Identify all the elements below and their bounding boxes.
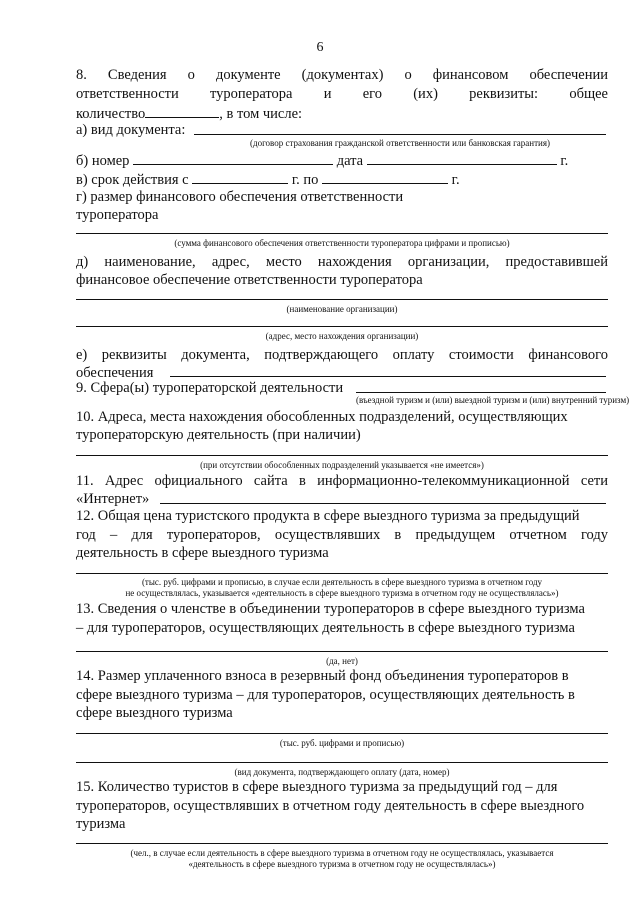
s12-line-2: год – для туроператоров, осуществлявших в предыдущем отчетном году xyxy=(76,527,608,543)
s8-b-label: б) номер xyxy=(76,153,130,169)
s8-g-field[interactable] xyxy=(76,233,608,234)
s8-e-field[interactable] xyxy=(170,376,606,377)
s12-field[interactable] xyxy=(76,573,608,574)
s8-v-to: г. по xyxy=(291,172,319,188)
s15-caption-1: (чел., в случае если деятельность в сфере выездного туризма в отчетном году не осуществлялась, указывается xyxy=(130,848,554,858)
s13-line-2: – для туроператоров, осуществляющих деятельность в сфере выездного туризма xyxy=(76,620,575,636)
s8-b-date-label: дата xyxy=(336,153,364,169)
s8-g-caption: (сумма финансового обеспечения ответственности туроператора цифрами и прописью) xyxy=(174,238,510,248)
s8-d-org-field[interactable] xyxy=(76,299,608,300)
s8-valid-from-field[interactable] xyxy=(192,171,288,184)
s14-line-1: 14. Размер уплаченного взноса в резервный фонд объединения туроператоров в xyxy=(76,668,569,684)
s8-valid-to-field[interactable] xyxy=(322,171,448,184)
s8-count-line xyxy=(76,105,608,123)
s14-document-field[interactable] xyxy=(76,762,608,763)
s9-caption: (въездной туризм и (или) выездной туризм и (или) внутренний туризм) xyxy=(356,395,630,405)
s8-d-caption-1: (наименование организации) xyxy=(286,304,398,314)
s12-caption-1: (тыс. руб. цифрами и прописью, в случае если деятельность в сфере выездного туризма в отчетном году xyxy=(141,577,543,587)
s8-v-year: г. xyxy=(451,172,460,188)
s15-line-1: 15. Количество туристов в сфере выездного туризма за предыдущий год – для xyxy=(76,779,558,795)
s8-a-line xyxy=(76,122,608,139)
s8-line-2: ответственности туроператора и его (их) реквизиты: общее xyxy=(76,86,608,102)
s8-a-field[interactable] xyxy=(194,134,606,135)
s14-line-2: сфере выездного туризма – для туроператоров, осуществляющих деятельность в xyxy=(76,687,575,703)
s8-count-label: количество xyxy=(76,106,146,122)
s12-line-3: деятельность в сфере выездного туризма xyxy=(76,545,329,561)
s14-line-3: сфере выездного туризма xyxy=(76,705,233,721)
s12-caption-2: не осуществлялась, указывается «деятельность в сфере выездного туризма в отчетном году не осуществлялась») xyxy=(125,588,559,598)
s8-line-1: 8. Сведения о документе (документах) о финансовом обеспечении xyxy=(76,67,608,83)
s13-caption: (да, нет) xyxy=(326,656,358,666)
s8-b-line xyxy=(76,152,608,170)
s8-v-label: в) срок действия с xyxy=(76,172,189,188)
s10-line-1: 10. Адреса, места нахождения обособленных подразделений, осуществляющих xyxy=(76,409,568,425)
s9-field[interactable] xyxy=(356,392,606,393)
s8-b-year: г. xyxy=(560,153,569,169)
s8-number-field[interactable] xyxy=(133,152,333,165)
s8-e-line-1: е) реквизиты документа, подтверждающего оплату стоимости финансового xyxy=(76,347,608,363)
s8-g-line-1: г) размер финансового обеспечения ответственности xyxy=(76,189,404,205)
s8-count-field[interactable] xyxy=(145,105,219,118)
s8-e-label: обеспечения xyxy=(76,365,154,381)
s8-g-line-2: туроператора xyxy=(76,207,159,223)
s11-field[interactable] xyxy=(160,503,606,504)
s8-d-caption-2: (адрес, место нахождения организации) xyxy=(265,331,419,341)
s15-line-3: туризма xyxy=(76,816,126,832)
s10-field[interactable] xyxy=(76,455,608,456)
s11-line-2 xyxy=(76,491,608,508)
s8-d-line-1: д) наименование, адрес, место нахождения организации, предоставившей xyxy=(76,254,608,270)
s15-line-2: туроператоров, осуществлявших в отчетном году деятельность в сфере выездного xyxy=(76,798,585,814)
page-number: 6 xyxy=(316,40,324,55)
s10-caption: (при отсутствии обособленных подразделений указывается «не имеется») xyxy=(200,460,484,470)
s12-line-1: 12. Общая цена туристского продукта в сфере выездного туризма за предыдущий xyxy=(76,508,580,524)
s8-date-field[interactable] xyxy=(367,152,557,165)
s8-d-address-field[interactable] xyxy=(76,326,608,327)
s14-amount-field[interactable] xyxy=(76,733,608,734)
s11-label: «Интернет» xyxy=(76,491,150,507)
s13-line-1: 13. Сведения о членстве в объединении туроператоров в сфере выездного туризма xyxy=(76,601,585,617)
s11-line-1: 11. Адрес официального сайта в информационно-телекоммуникационной сети xyxy=(76,473,608,489)
s10-line-2: туроператорскую деятельность (при наличии) xyxy=(76,427,361,443)
s15-caption-2: «деятельность в сфере выездного туризма в отчетном году не осуществлялась») xyxy=(188,859,496,869)
s8-count-suffix: , в том числе: xyxy=(219,106,303,122)
s15-field[interactable] xyxy=(76,843,608,844)
s14-caption-1: (тыс. руб. цифрами и прописью) xyxy=(279,738,405,748)
s8-v-line xyxy=(76,171,608,189)
s8-d-line-2: финансовое обеспечение ответственности туроператора xyxy=(76,272,423,288)
s13-field[interactable] xyxy=(76,651,608,652)
s8-a-label: а) вид документа: xyxy=(76,122,186,138)
s8-a-caption: (договор страхования гражданской ответственности или банковская гарантия) xyxy=(250,138,550,148)
s14-caption-2: (вид документа, подтверждающего оплату (дата, номер) xyxy=(234,767,450,777)
s9-label: 9. Сфера(ы) туроператорской деятельности xyxy=(76,380,344,396)
